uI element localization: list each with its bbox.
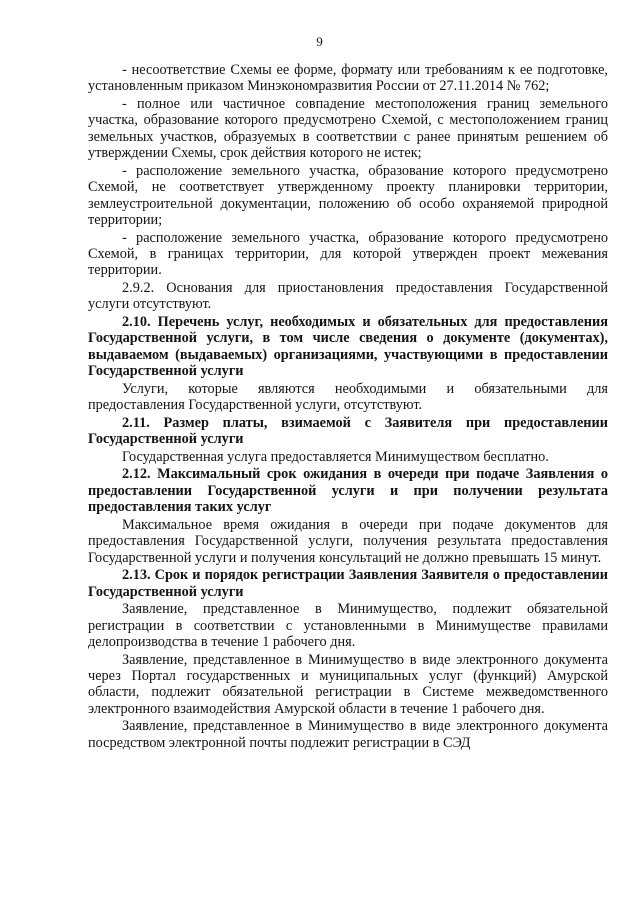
paragraph-2-13-body-3: Заявление, представленное в Минимущество в виде электронного документа посредством электронной почты подлежит регистрации в СЭД [88,718,608,751]
section-heading-2-11: 2.11. Размер платы, взимаемой с Заявителя при предоставлении Государственной услуги [88,414,608,448]
paragraph-2-12-body: Максимальное время ожидания в очереди при подаче документов для предоставления Государственной услуги, получения результата предоставления Государственной услуги и получения консультаций не должно превышать 15 минут. [88,516,608,566]
paragraph-2-13-body-1: Заявление, представленное в Минимущество, подлежит обязательной регистрации в соответствии с установленными в Минимуществе правилами делопроизводства в течение 1 рабочего дня. [88,601,608,651]
paragraph-2-10-body: Услуги, которые являются необходимыми и обязательными для предоставления Государственной услуги, отсутствуют. [88,380,608,414]
document-body [88,62,608,752]
paragraph-2-9-2: 2.9.2. Основания для приостановления предоставления Государственной услуги отсутствуют. [88,280,608,313]
paragraph-2-11-body: Государственная услуга предоставляется Минимуществом бесплатно. [122,448,549,465]
section-heading-2-13: 2.13. Срок и порядок регистрации Заявления Заявителя о предоставлении Государственной услуги [88,567,608,600]
paragraph-2-13-body-2: Заявление, представленное в Минимущество в виде электронного документа через Портал государственных и муниципальных услуг (функций) Амурской области, подлежит обязательной регистрации в Системе межведомственного электронного взаимодействия Амурской области в течение 1 рабочего дня. [88,651,608,717]
section-heading-2-10: 2.10. Перечень услуг, необходимых и обязательных для предоставления Государственной услуги, в том числе сведения о документе (документах), выдаваемом (выдаваемых) организациями, участвующими в предоставлении Государственной услуги [88,314,608,380]
list-item-planning-mismatch: - расположение земельного участка, образование которого предусмотрено Схемой, не соответствует утвержденному проекту планировки территории, землеустроительной документации, положению об особо охраняемой природной территории; [88,162,608,229]
list-item-boundary-overlap: - полное или частичное совпадение местоположения границ земельного участка, образование которого предусмотрено Схемой, с местоположением границ земельных участков, образуемых в соответствии с ранее принятым решением об утверждении Схемы, срок действия которого не истек; [88,96,608,162]
list-item-scheme-format-mismatch: - несоответствие Схемы ее форме, формату или требованиям к ее подготовке, установленным приказом Минэкономразвития России от 27.11.2014 № 762; [88,62,608,95]
section-heading-2-12: 2.12. Максимальный срок ожидания в очереди при подаче Заявления о предоставлении Государственной услуги и при получении результата предоставления таких услуг [88,466,608,516]
page-number: 9 [316,34,323,49]
list-item-survey-territory: - расположение земельного участка, образование которого предусмотрено Схемой, в границах территории, для которой утвержден проект межевания территории. [88,229,608,279]
